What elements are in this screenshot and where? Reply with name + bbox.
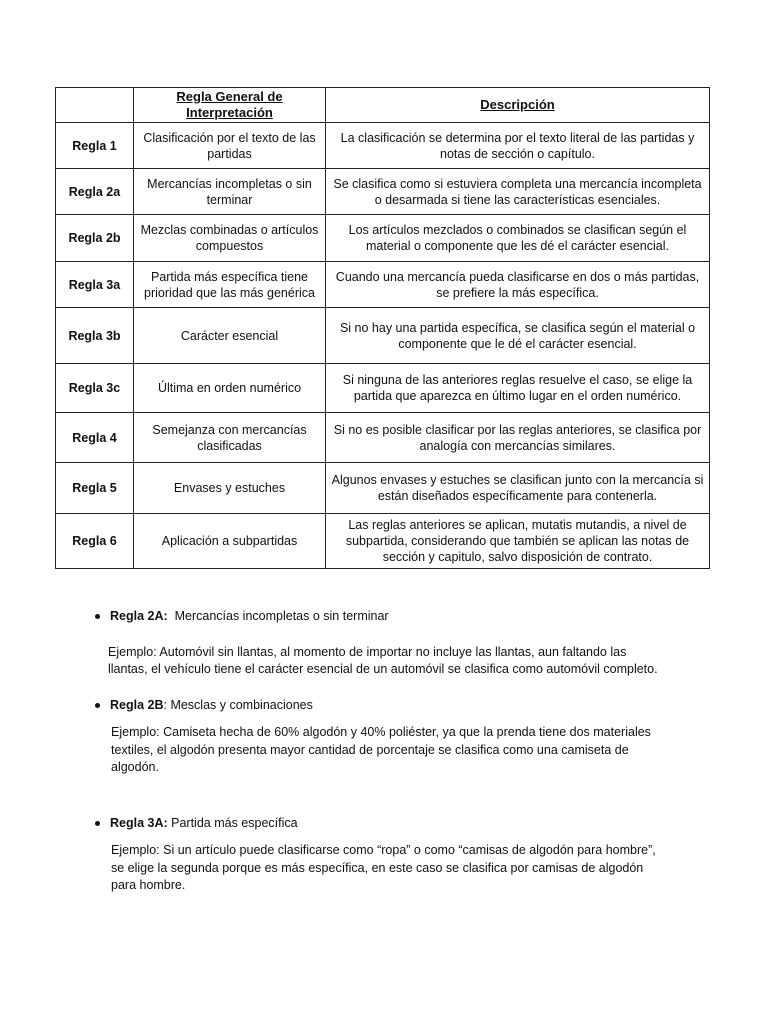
bullet-icon xyxy=(95,703,100,708)
general-cell: Carácter esencial xyxy=(134,308,326,364)
example-title: Regla 2B xyxy=(110,697,164,712)
rule-cell: Regla 3b xyxy=(56,308,134,364)
rule-cell: Regla 5 xyxy=(56,463,134,514)
example-title: Regla 3A: xyxy=(110,815,168,830)
general-cell: Semejanza con mercancías clasificadas xyxy=(134,413,326,463)
header-description: Descripción xyxy=(326,88,710,123)
rules-table xyxy=(55,87,710,569)
header-general-rule: Regla General de Interpretación xyxy=(134,88,326,123)
description-cell: La clasificación se determina por el texto literal de las partidas y notas de sección o capítulo. xyxy=(326,123,710,169)
example-heading xyxy=(95,608,665,626)
description-cell: Algunos envases y estuches se clasifican junto con la mercancía si están diseñados específicamente para contenerla. xyxy=(326,463,710,514)
example-text: Ejemplo: Camiseta hecha de 60% algodón y 40% poliéster, ya que la prenda tiene dos materiales textiles, el algodón presenta mayor cantidad de porcentaje se clasifica como una camiseta de algodón. xyxy=(111,725,651,774)
table-row xyxy=(56,463,710,514)
example-text: Ejemplo: Si un artículo puede clasificarse como “ropa” o como “camisas de algodón para hombre”, se elige la segunda porque es más específica, en este caso se clasifica por camisas de algodón para hombre. xyxy=(111,843,656,892)
table-row xyxy=(56,413,710,463)
description-cell: Los artículos mezclados o combinados se clasifican según el material o componente que les dé el carácter esencial. xyxy=(326,215,710,262)
general-cell: Envases y estuches xyxy=(134,463,326,514)
bullet-icon xyxy=(95,614,100,619)
rule-cell: Regla 1 xyxy=(56,123,134,169)
example-subtitle: : Mesclas y combinaciones xyxy=(163,697,313,712)
table-row xyxy=(56,262,710,308)
general-cell: Mercancías incompletas o sin terminar xyxy=(134,169,326,215)
description-cell: Si no es posible clasificar por las reglas anteriores, se clasifica por analogía con mercancías similares. xyxy=(326,413,710,463)
table-row xyxy=(56,169,710,215)
example-subtitle: Partida más específica xyxy=(167,815,298,830)
example-title: Regla 2A: xyxy=(110,609,168,623)
rule-cell: Regla 2a xyxy=(56,169,134,215)
header-empty xyxy=(56,88,134,123)
example-item xyxy=(95,697,665,777)
table-row xyxy=(56,123,710,169)
example-text: Ejemplo: Automóvil sin llantas, al momento de importar no incluye las llantas, aun faltando las llantas, el vehículo tiene el carácter esencial de un automóvil se clasifica como automóvil completo. xyxy=(108,644,658,676)
general-cell: Mezclas combinadas o artículos compuestos xyxy=(134,215,326,262)
description-cell: Se clasifica como si estuviera completa una mercancía incompleta o desarmada si tiene las características esenciales. xyxy=(326,169,710,215)
table-row xyxy=(56,308,710,364)
example-heading xyxy=(95,697,665,715)
table-row xyxy=(56,514,710,569)
rule-cell: Regla 4 xyxy=(56,413,134,463)
bullet-icon xyxy=(95,821,100,826)
rule-cell: Regla 3a xyxy=(56,262,134,308)
general-cell: Partida más específica tiene prioridad que las más genérica xyxy=(134,262,326,308)
description-cell: Si ninguna de las anteriores reglas resuelve el caso, se elige la partida que aparezca en último lugar en el orden numérico. xyxy=(326,364,710,413)
rule-cell: Regla 6 xyxy=(56,514,134,569)
description-cell: Cuando una mercancía pueda clasificarse en dos o más partidas, se prefiere la más específica. xyxy=(326,262,710,308)
general-cell: Última en orden numérico xyxy=(134,364,326,413)
table-header-row xyxy=(56,88,710,123)
example-item xyxy=(95,815,665,895)
table-row xyxy=(56,215,710,262)
rule-cell: Regla 2b xyxy=(56,215,134,262)
example-item xyxy=(95,608,665,679)
general-cell: Aplicación a subpartidas xyxy=(134,514,326,569)
description-cell: Las reglas anteriores se aplican, mutatis mutandis, a nivel de subpartida, considerando que también se aplican las notas de sección y capitulo, salvo disposición de contrato. xyxy=(326,514,710,569)
rule-cell: Regla 3c xyxy=(56,364,134,413)
examples-section xyxy=(95,608,665,895)
description-cell: Si no hay una partida específica, se clasifica según el material o componente que le dé el carácter esencial. xyxy=(326,308,710,364)
example-heading xyxy=(95,815,665,833)
example-subtitle: Mercancías incompletas o sin terminar xyxy=(167,609,389,623)
general-cell: Clasificación por el texto de las partidas xyxy=(134,123,326,169)
table-row xyxy=(56,364,710,413)
